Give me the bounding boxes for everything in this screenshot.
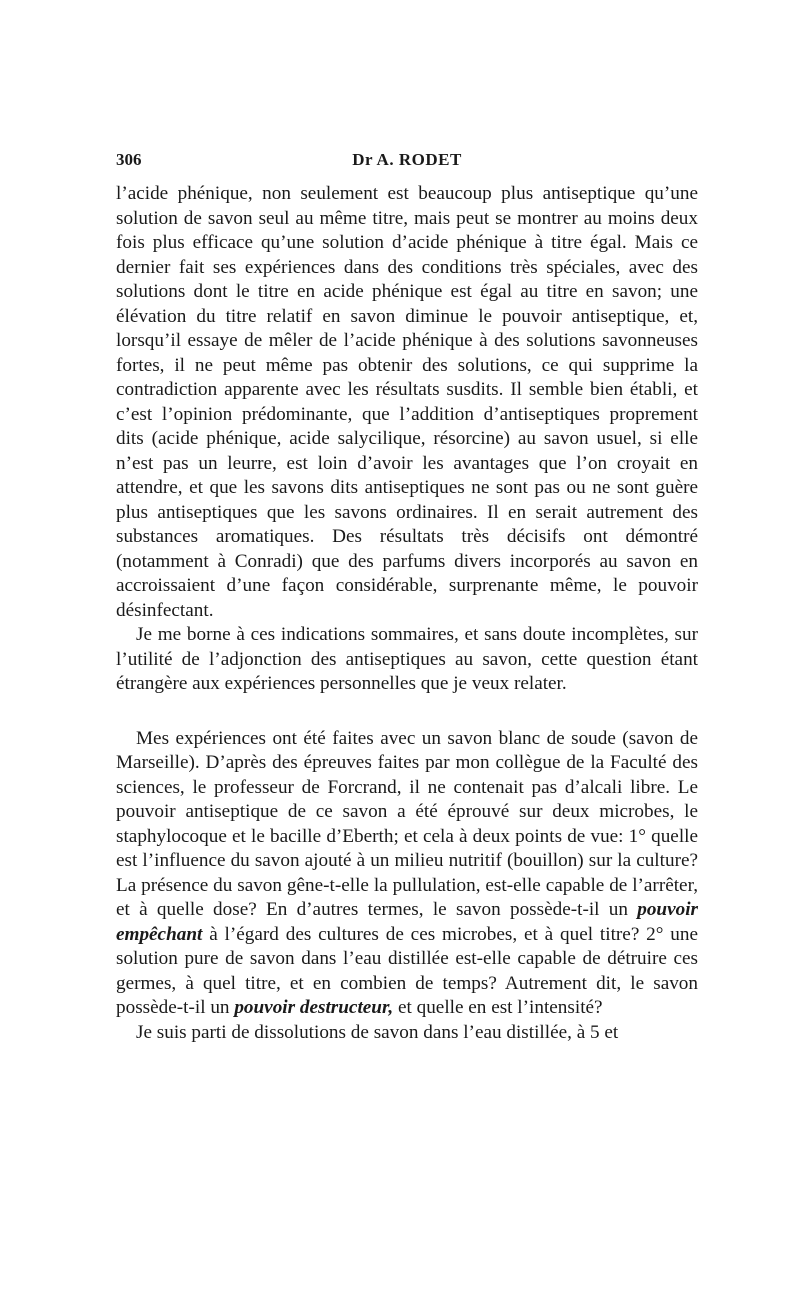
- paragraph-3-part-a: Mes expériences ont été faites avec un savon blanc de soude (savon de Marseille). D’après des épreuves faites par mon collègue de la Faculté des sciences, le professeur de Forcrand, il ne contenait pas d’alcali libre. Le pouvoir antiseptique de ce savon a été éprouvé sur deux microbes, le staphylocoque et le bacille d’Eberth; et cela à deux points de vue: 1° quelle est l’influence du savon ajouté à un milieu nutritif (bouillon) sur la culture? La présence du savon gêne-t-elle la pullulation, est-elle capable de l’arrêter, et à quelle dose? En d’autres termes, le savon possède-t-il un: [116, 727, 698, 920]
- paragraph-3-part-b: à l’égard des cultures de ces microbes, et à quel titre? 2° une solution pure de savon dans l’eau distillée est-elle capable de détruire ces germes, à quel titre, et en combien de temps? Autrement dit, le savon possède-t-il un: [116, 923, 698, 1018]
- section-gap: [116, 697, 698, 727]
- running-head: Dr A. RODET: [352, 150, 462, 169]
- paragraph-3: [116, 727, 698, 1021]
- paragraph-3-part-c: et quelle en est l’intensité?: [397, 997, 603, 1018]
- paragraph-1: l’acide phénique, non seulement est beaucoup plus antiseptique qu’une solution de savon seul au même titre, mais peut se montrer au moins deux fois plus efficace qu’une solution d’acide phénique à titre égal. Mais ce dernier fait ses expériences dans des conditions très spéciales, avec des solutions dont le titre en acide phénique est égal au titre en savon; une élévation du titre relatif en savon diminue le pouvoir antiseptique, et, lorsqu’il essaye de mêler de l’acide phénique à des solutions savonneuses fortes, il ne peut même pas obtenir des solutions, ce qui supprime la contradiction apparente avec les résultats susdits. Il semble bien établi, et c’est l’opinion prédominante, que l’addition d’antiseptiques proprement dits (acide phénique, acide salycilique, résorcine) au savon usuel, si elle n’est pas un leurre, est loin d’avoir les avantages que l’on croyait en attendre, et que les savons dits antiseptiques ne sont pas ou ne sont guère plus antiseptiques que les savons ordinaires. Il en serait autrement des substances aromatiques. Des résultats très décisifs ont démontré (notamment à Conradi) que des parfums divers incorporés au savon en accroissaient d’une façon considérable, surprenante même, le pouvoir désinfectant.: [116, 183, 698, 621]
- body-text: [116, 182, 698, 1045]
- page-header: [116, 150, 698, 174]
- page-number: 306: [116, 150, 142, 169]
- paragraph-2: Je me borne à ces indications sommaires, et sans doute incomplètes, sur l’utilité de l’adjonction des antiseptiques au savon, cette question étant étrangère aux expériences personnelles que je veux relater.: [116, 624, 698, 694]
- italic-pouvoir-destructeur: pouvoir destructeur,: [234, 997, 394, 1018]
- italic-pouvoir-empechant: pouvoir empêchant: [116, 899, 698, 945]
- paragraph-4: Je suis parti de dissolutions de savon dans l’eau distillée, à 5 et: [136, 1021, 619, 1043]
